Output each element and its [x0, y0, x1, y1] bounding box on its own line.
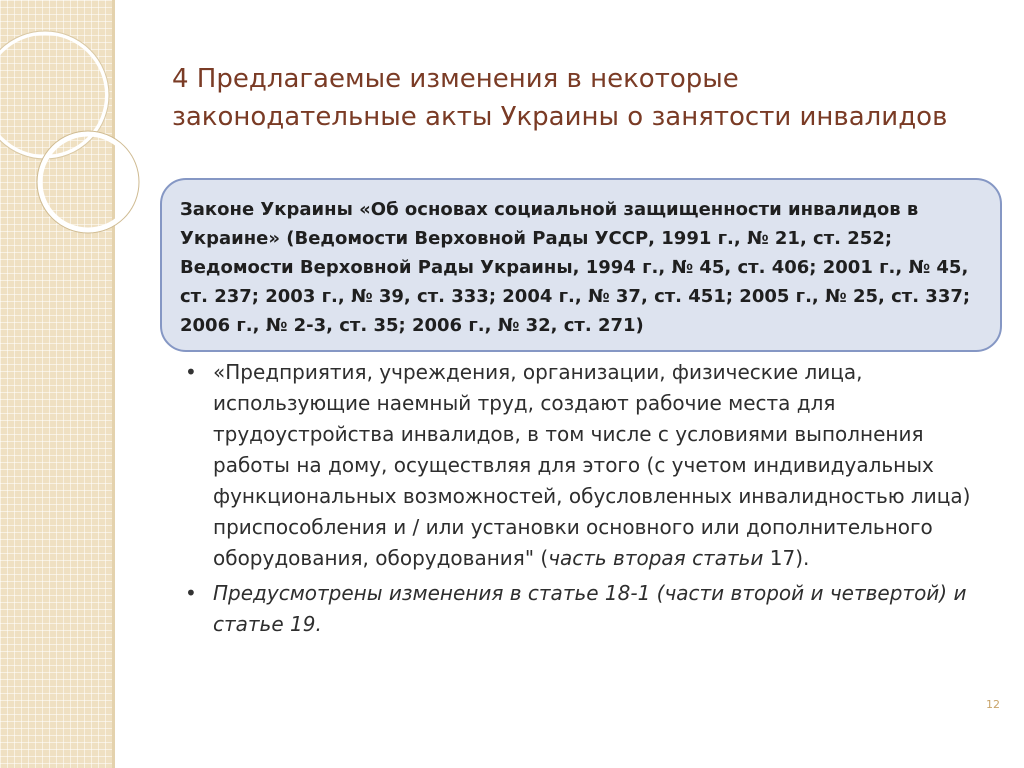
bullet-quote-italic: часть вторая статьи	[548, 546, 764, 570]
law-reference-text: Законе Украины «Об основах социальной защищенности инвалидов в Украине» (Ведомости Верховной Рады УССР, 1991 г., № 21, ст. 252; Ведомости Верховной Рады Украины, 1994 г., № 45, ст. 406; 2001 г., № 45, ст. 237; 2003 г., № 39, ст. 333; 2004 г., № 37, ст. 451; 2005 г., № 25, ст. 337; 2006 г., № 2-3, ст. 35; 2006 г., № 32, ст. 271)	[180, 199, 971, 336]
deco-circle-large-outline	[0, 31, 109, 159]
bullet-icon: •	[185, 360, 197, 384]
bullet-changes-text: Предусмотрены изменения в статье 18-1 (части второй и четвертой) и статье 19.	[213, 581, 967, 636]
bullet-item-changes	[185, 578, 995, 640]
deco-circle-medium	[40, 134, 136, 230]
bullet-item-quote	[185, 357, 995, 574]
decorative-circles	[0, 0, 140, 260]
bullet-list	[185, 357, 995, 644]
slide-title-line1: 4 Предлагаемые изменения в некоторые	[172, 64, 739, 94]
slide-title-line2: законодательные акты Украины о занятости инвалидов	[172, 102, 948, 132]
bullet-quote-tail: 17).	[763, 546, 810, 570]
deco-circle-large	[0, 33, 107, 157]
bullet-icon: •	[185, 581, 197, 605]
slide-title	[172, 60, 1002, 136]
law-reference-callout	[160, 178, 1002, 352]
bullet-quote-text: «Предприятия, учреждения, организации, физические лица, использующие наемный труд, создают рабочие места для трудоустройства инвалидов, в том числе с условиями выполнения работы на дому, осуществляя для этого (с учетом индивидуальных функциональных возможностей, обусловленных инвалидностью лица) приспособления и / или установки основного или дополнительного оборудования, оборудования" (	[213, 360, 971, 570]
page-number: 12	[986, 698, 1000, 711]
